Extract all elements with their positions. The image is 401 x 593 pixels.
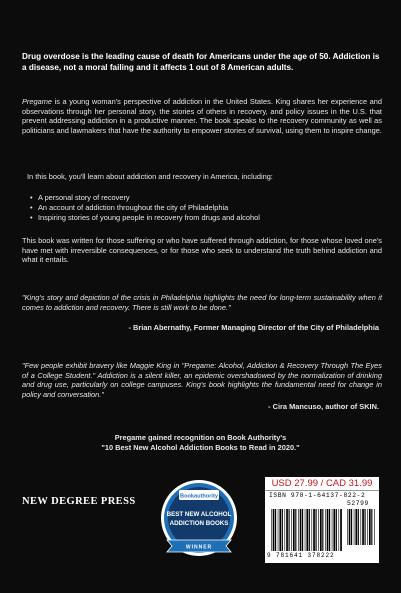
ean-number: 9 781641 378222 bbox=[267, 552, 335, 559]
audience-paragraph: This book was written for those suffering or who have suffered through addiction, for those whose loved one's have met with irreversible consequences, or for those who seek to understand the truth behind addiction and what it entails. bbox=[22, 236, 382, 265]
recognition-line: "10 Best New Alcohol Addiction Books to Read in 2020." bbox=[101, 443, 300, 452]
book-title: Pregame bbox=[22, 97, 52, 106]
recognition-line: Pregame gained recognition on Book Authority's bbox=[114, 433, 287, 442]
intro-paragraph bbox=[22, 97, 382, 135]
isbn-label: ISBN 978-1-64137-822-2 bbox=[269, 492, 366, 499]
list-item: • A personal story of recovery bbox=[30, 193, 380, 203]
badge-line: BEST NEW ALCOHOL bbox=[166, 511, 232, 518]
lede-statement: Drug overdose is the leading cause of death for Americans under the age of 50. Addiction is a disease, not a moral failing and it affects 1 out of 8 American adults. bbox=[22, 52, 380, 72]
endorsement-attribution: - Cira Mancuso, author of SKIN. bbox=[268, 402, 379, 411]
list-item: • Inspiring stories of young people in recovery from drugs and alcohol bbox=[30, 213, 380, 223]
learning-points-list bbox=[30, 193, 380, 222]
learn-intro: In this book, you'll learn about addiction and recovery in America, including: bbox=[27, 172, 273, 181]
publisher-name: NEW DEGREE PRESS bbox=[22, 496, 136, 507]
badge-line: ADDICTION BOOKS bbox=[169, 520, 229, 527]
recognition-note bbox=[22, 433, 379, 453]
barcode-icon bbox=[265, 507, 379, 553]
barcode-block bbox=[265, 477, 379, 563]
endorsement-attribution: - Brian Abernathy, Former Managing Director of the City of Philadelphia bbox=[128, 323, 379, 332]
addon-number: 52799 bbox=[347, 500, 369, 507]
price-label: USD 27.99 / CAD 31.99 bbox=[265, 477, 379, 491]
list-item: • An account of addiction throughout the city of Philadelphia bbox=[30, 203, 380, 213]
intro-text: is a young woman's perspective of addiction in the United States. King shares her experience and observations through her personal story, the stories of others in recovery, and policy issues in the U.S. that prevent addressing addiction in a productive manner. The book speaks to the recovery community as well as politicians and lawmakers that have the authority to empower stories of survival, using them to inspire change. bbox=[22, 97, 382, 135]
badge-brand: Bookauthority bbox=[180, 493, 218, 500]
award-badge-icon bbox=[159, 476, 239, 571]
endorsement-quote: "Few people exhibit bravery like Maggie King in "Pregame: Alcohol, Addiction & Recovery Through The Eyes of a College Student." Addiction is a silent killer, an epidemic overshadowed by the normalization of drinking and drug use, particularly on college campuses. King's book highlights the fundamental need for change in policy and conversation." bbox=[22, 361, 382, 399]
badge-ribbon: WINNER bbox=[185, 544, 213, 551]
endorsement-quote: "King's story and depiction of the crisis in Philadelphia highlights the need for long-term sustainability when it comes to addiction and recovery. There is still work to be done." bbox=[22, 293, 382, 312]
